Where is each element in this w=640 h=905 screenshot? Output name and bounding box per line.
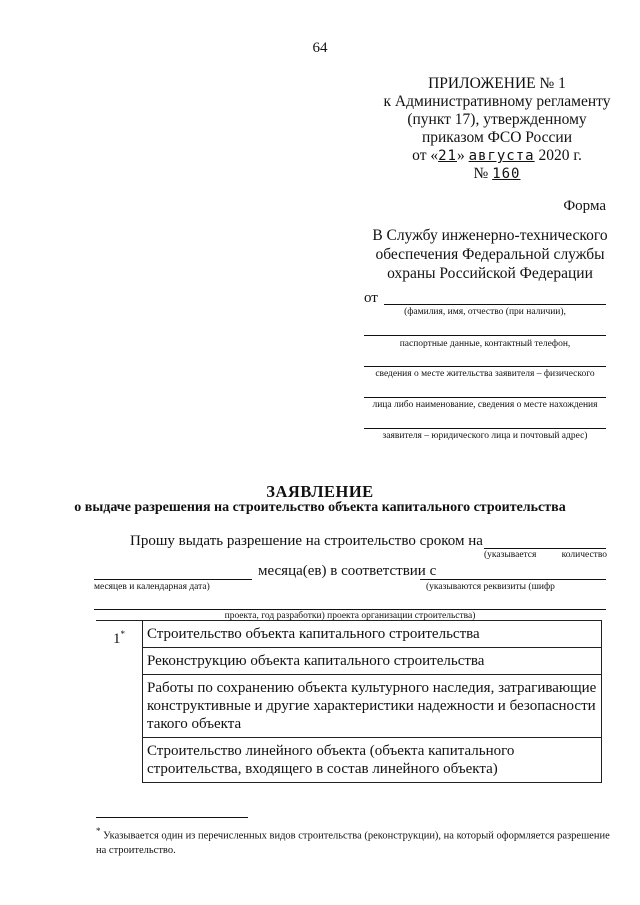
addressee-line: охраны Российской Федерации [387,265,593,282]
construction-type-table [96,620,602,783]
document-title: ЗАЯВЛЕНИЕ [266,482,374,501]
order-number: 160 [492,166,521,182]
addressee-line: В Службу инженерно-технического [372,227,608,244]
from-label: от [364,290,378,306]
option-cell[interactable]: Работы по сохранению объекта культурного наследия, затрагивающие конструктивные и другие характеристики надежности и безопасности такого объекта [143,675,602,738]
applicant-passport-line[interactable] [364,335,606,336]
months-input-line[interactable] [94,579,252,580]
footnote-separator [96,817,248,818]
request-hint: (указываются реквизиты (шифр [426,582,555,592]
option-cell[interactable]: Реконструкцию объекта капитального строительства [143,648,602,675]
page-number: 64 [312,40,328,56]
request-hint: (указывается [484,550,537,560]
footnote: * Указывается один из перечисленных видов строительства (реконструкции), на который оформляется разрешение на строительство. [96,826,610,856]
request-text: Прошу выдать разрешение на строительство сроком на [130,533,483,549]
form-label: Форма [563,198,606,214]
table-row[interactable] [96,738,602,783]
appendix-block [372,75,622,183]
appendix-line: (пункт 17), утвержденному [407,111,587,128]
appendix-line: к Административному регламенту [383,93,611,110]
option-cell[interactable]: Строительство линейного объекта (объекта капитального строительства, входящего в состав линейного объекта) [143,738,602,783]
request-hint: месяцев и календарная дата) [94,582,210,592]
applicant-hint: паспортные данные, контактный телефон, [399,339,571,349]
appendix-line: приказом ФСО России [421,129,573,146]
applicant-residence-line[interactable] [364,366,606,367]
applicant-location-line[interactable] [364,397,606,398]
appendix-date: от «21» августа 2020 г. [412,147,582,164]
date-day: 21 [438,148,457,164]
table-row[interactable] [96,621,602,648]
appendix-title: ПРИЛОЖЕНИЕ № 1 [428,75,566,92]
document-subtitle: о выдаче разрешения на строительство объекта капитального строительства [74,500,566,515]
applicant-name-line[interactable] [384,304,606,305]
request-hint: количество [561,550,607,560]
applicant-hint: (фамилия, имя, отчество (при наличии), [404,307,566,317]
project-input-line[interactable] [94,609,606,610]
date-month: августа [468,148,535,164]
applicant-hint: заявителя – юридического лица и почтовый адрес) [382,431,588,441]
table-row[interactable] [96,648,602,675]
details-input-line[interactable] [420,579,606,580]
applicant-hint: лица либо наименование, сведения о месте нахождения [372,400,598,410]
table-row[interactable] [96,675,602,738]
option-cell[interactable]: Строительство объекта капитального строительства [143,621,602,648]
addressee-line: обеспечения Федеральной службы [375,246,605,263]
date-year: 2020 г. [538,147,582,164]
request-text: месяца(ев) в соответствии с [258,563,437,579]
appendix-number: № 160 [473,165,521,182]
applicant-address-line[interactable] [364,428,606,429]
applicant-hint: сведения о месте жительства заявителя – физического [375,369,595,379]
request-hint: проекта, год разработки) проекта организации строительства) [224,611,476,621]
addressee-block [360,226,620,283]
option-marker: 1* [96,621,143,783]
term-input-line[interactable] [484,548,606,549]
